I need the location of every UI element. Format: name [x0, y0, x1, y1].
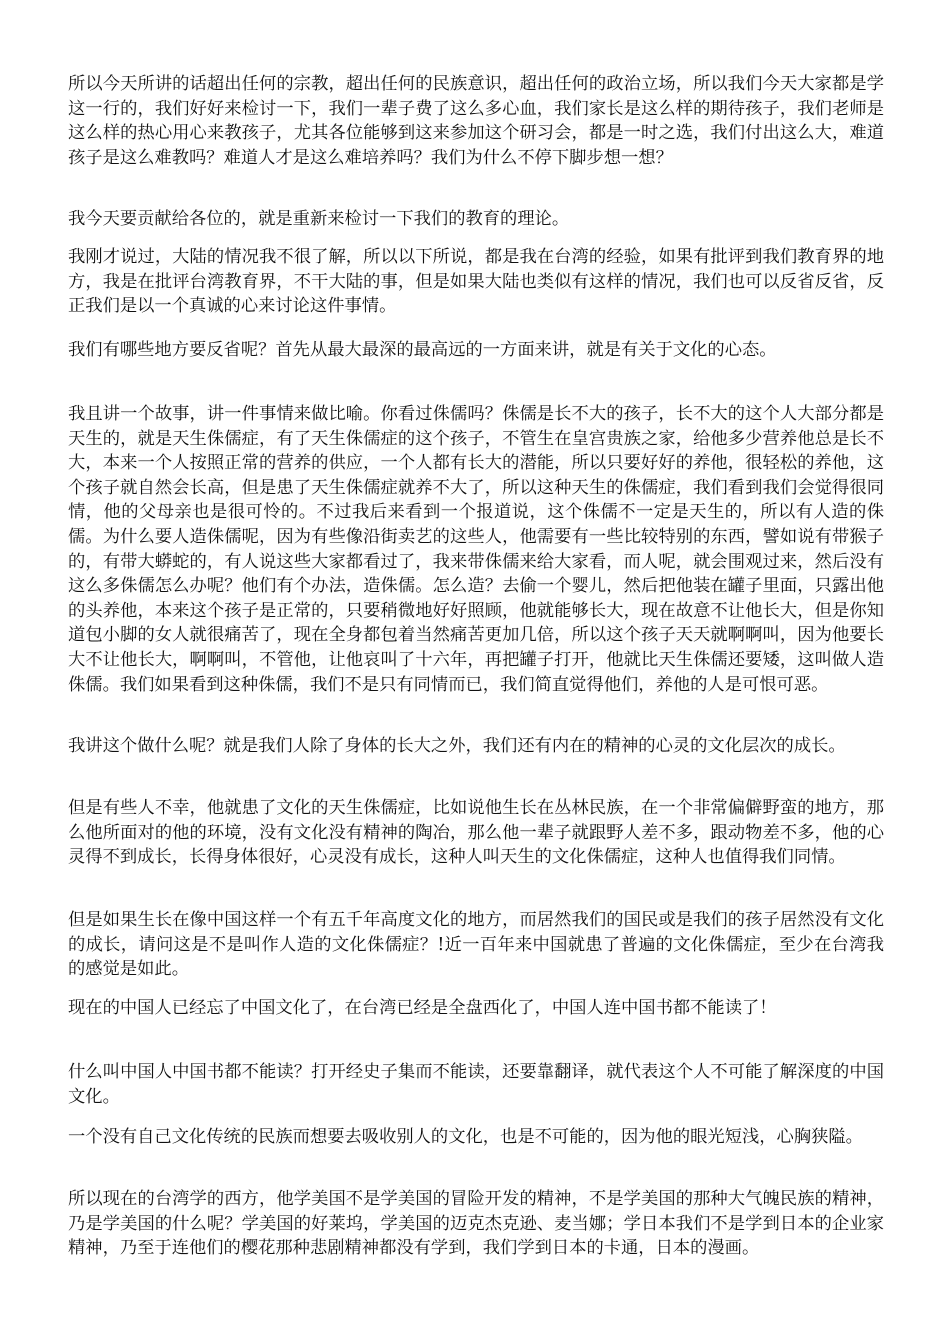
paragraph: 现在的中国人已经忘了中国文化了，在台湾已经是全盘西化了，中国人连中国书都不能读了！	[68, 998, 777, 1018]
paragraph: 我刚才说过，大陆的情况我不很了解，所以以下所说，都是我在台湾的经验，如果有批评到我们教育界的地方，我是在批评台湾教育界，不干大陆的事，但是如果大陆也类似有这样的情况，我们也可以反省反省，反正我们是以一个真诚的心来讨论这件事情。	[68, 247, 884, 317]
paragraph: 我且讲一个故事，讲一件事情来做比喻。你看过侏儒吗？侏儒是长不大的孩子，长不大的这个人大部分都是天生的，就是天生侏儒症，有了天生侏儒症的这个孩子，不管生在皇宫贵族之家，给他多少营养他总是长不大，本来一个人按照正常的营养的供应，一个人都有长大的潜能，所以只要好好的养他，很轻松的养他，这个孩子就自然会长高，但是患了天生侏儒症就养不大了，所以这种天生的侏儒症，我们看到我们会觉得很同情，他的父母亲也是很可怜的。不过我后来看到一个报道说，这个侏儒不一定是天生的，所以有人造的侏儒。为什么要人造侏儒呢，因为有些像沿街卖艺的这些人，他需要有一些比较特别的东西，譬如说有带猴子的，有带大蟒蛇的，有人说这些大家都看过了，我来带侏儒来给大家看，而人呢，就会围观过来，然后没有这么多侏儒怎么办呢？他们有个办法，造侏儒。怎么造？去偷一个婴儿，然后把他装在罐子里面，只露出他的头养他，本来这个孩子是正常的，只要稍微地好好照顾，他就能够长大，现在故意不让他长大，但是你知道包小脚的女人就很痛苦了，现在全身都包着当然痛苦更加几倍，所以这个孩子天天就啊啊叫，因为他要长大不让他长大，啊啊叫，不管他，让他哀叫了十六年，再把罐子打开，他就比天生侏儒还要矮，这叫做人造侏儒。我们如果看到这种侏儒，我们不是只有同情而已，我们简直觉得他们，养他的人是可恨可恶。	[68, 404, 884, 695]
paragraph: 什么叫中国人中国书都不能读？打开经史子集而不能读，还要靠翻译，就代表这个人不可能了解深度的中国文化。	[68, 1062, 884, 1107]
paragraph: 我们有哪些地方要反省呢？首先从最大最深的最高远的一方面来讲，就是有关于文化的心态。	[68, 340, 777, 360]
paragraph: 所以今天所讲的话超出任何的宗教，超出任何的民族意识，超出任何的政治立场，所以我们今天大家都是学这一行的，我们好好来检讨一下，我们一辈子费了这么多心血，我们家长是这么样的期待孩子，我们老师是这么样的热心用心来教孩子，尤其各位能够到这来参加这个研习会，都是一时之选，我们付出这么大，难道孩子是这么难教吗？难道人才是这么难培养吗？我们为什么不停下脚步想一想？	[68, 74, 884, 168]
paragraph: 我讲这个做什么呢？就是我们人除了身体的长大之外，我们还有内在的精神的心灵的文化层次的成长。	[68, 736, 846, 756]
paragraph: 一个没有自己文化传统的民族而想要去吸收别人的文化，也是不可能的，因为他的眼光短浅，心胸狭隘。	[68, 1127, 863, 1147]
paragraph: 但是如果生长在像中国这样一个有五千年高度文化的地方，而居然我们的国民或是我们的孩子居然没有文化的成长，请问这是不是叫作人造的文化侏儒症？!近一百年来中国就患了普遍的文化侏儒症，至少在台湾我的感觉是如此。	[68, 910, 884, 980]
paragraph: 所以现在的台湾学的西方，他学美国不是学美国的冒险开发的精神，不是学美国的那种大气魄民族的精神，乃是学美国的什么呢？学美国的好莱坞，学美国的迈克杰克逊、麦当娜；学日本我们不是学到日本的企业家精神，乃至于连他们的樱花那种悲剧精神都没有学到，我们学到日本的卡通，日本的漫画。	[68, 1189, 884, 1259]
paragraph: 我今天要贡献给各位的，就是重新来检讨一下我们的教育的理论。	[68, 209, 570, 229]
paragraph: 但是有些人不幸，他就患了文化的天生侏儒症，比如说他生长在丛林民族，在一个非常偏僻野蛮的地方，那么他所面对的他的环境，没有文化没有精神的陶冶，那么他一辈子就跟野人差不多，跟动物差不多，他的心灵得不到成长，长得身体很好，心灵没有成长，这种人叫天生的文化侏儒症，这种人也值得我们同情。	[68, 798, 884, 868]
